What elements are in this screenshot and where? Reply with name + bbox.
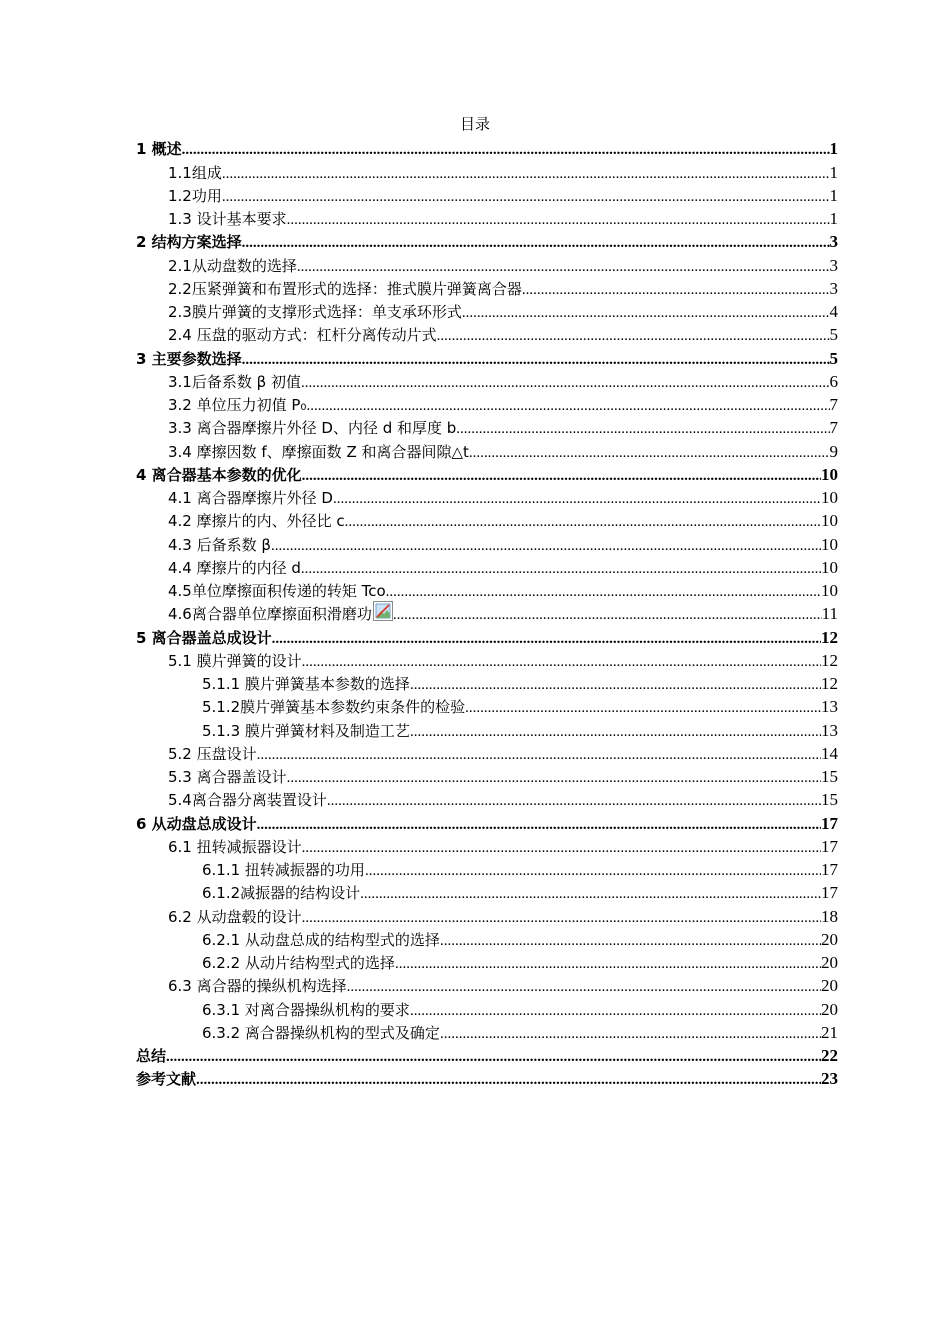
toc-entry-label: 1 概述 [136,140,182,159]
toc-leader-dots [440,933,821,951]
toc-leader-dots [302,654,821,672]
toc-entry-label: 5.1 膜片弹簧的设计 [168,651,302,670]
toc-page-number: 10 [821,511,838,531]
toc-leader-dots [395,956,821,974]
toc-entry[interactable] [136,579,838,602]
toc-entry[interactable] [136,346,838,369]
toc-leader-dots [410,724,821,742]
toc-entry-label: 4 离合器基本参数的优化 [136,465,302,484]
toc-entry[interactable] [136,137,838,160]
toc-entry-label: 5.4离合器分离装置设计 [168,791,327,810]
toc-entry-label: 6.2.1 从动盘总成的结构型式的选择 [202,930,440,949]
toc-page-number: 11 [821,604,838,624]
toc-leader-dots [410,1003,821,1021]
toc-page-number: 17 [821,860,838,879]
toc-entry[interactable] [136,695,838,718]
toc-entry-label: 5 离合器盖总成设计 [136,628,272,647]
toc-entry[interactable] [136,835,838,858]
toc-entry-label: 2.3膜片弹簧的支撑形式选择：单支承环形式 [168,303,462,321]
toc-leader-dots [271,538,821,556]
toc-entry-label: 4.1 离合器摩擦片外径 D [168,489,333,507]
toc-entry[interactable] [136,742,838,765]
toc-entry[interactable] [136,253,838,276]
toc-leader-dots [345,514,821,532]
toc-page-number: 12 [821,674,838,693]
toc-leader-dots [301,561,821,579]
toc-entry-label: 2.2压紧弹簧和布置形式的选择：推式膜片弹簧离合器 [168,279,522,298]
toc-entry[interactable] [136,556,838,579]
broken-image-icon [373,601,393,621]
toc-leader-dots [360,886,821,904]
toc-entry[interactable] [136,486,838,509]
toc-entry-label: 5.1.1 膜片弹簧基本参数的选择 [202,675,410,693]
toc-entry[interactable] [136,602,838,625]
toc-page-number: 3 [829,255,838,275]
toc-leader-dots [522,282,830,300]
toc-entry-label: 6.3.2 离合器操纵机构的型式及确定 [202,1023,440,1042]
toc-entry-label: 4.2 摩擦片的内、外径比 c [168,512,345,531]
toc-entry-label: 5.3 离合器盖设计 [168,768,287,786]
toc-entry-label: 3.2 单位压力初值 P₀ [168,396,307,414]
toc-leader-dots [287,212,830,230]
page-title: 目录 [459,115,490,133]
toc-entry-label: 1.3 设计基本要求 [168,210,287,228]
toc-leader-dots [437,328,830,346]
toc-entry[interactable] [136,858,838,881]
toc-entry-label: 5.1.2膜片弹簧基本参数约束条件的检验 [202,698,466,717]
toc-entry[interactable] [136,230,838,253]
toc-leader-dots [333,491,821,509]
toc-entry[interactable] [136,974,838,997]
toc-page-number: 20 [821,976,838,996]
toc-page-number: 3 [829,278,838,298]
toc-page-number: 1 [829,162,838,182]
toc-entry[interactable] [136,951,838,974]
toc-leader-dots [196,1072,821,1090]
toc-leader-dots [410,677,821,695]
toc-page-number: 10 [821,464,838,484]
toc-leader-dots [469,445,830,463]
toc-leader-dots [287,770,821,788]
toc-entry[interactable] [136,649,838,672]
toc-leader-dots [257,817,821,835]
toc-page-number: 17 [821,836,838,856]
toc-entry[interactable] [136,672,838,695]
toc-page-number: 20 [821,929,838,949]
toc-leader-dots [462,305,830,323]
toc-leader-dots [166,1049,821,1067]
toc-leader-dots [257,747,821,765]
toc-leader-dots [222,189,830,207]
toc-leader-dots [297,259,830,277]
toc-entry[interactable] [136,928,838,951]
toc-page-number: 10 [821,581,838,600]
toc-page-number: 1 [829,209,838,228]
toc-entry[interactable] [136,1067,838,1090]
toc-page-number: 20 [821,953,838,972]
toc-page-number: 1 [829,139,838,159]
toc-entry-label: 6.2 从动盘毂的设计 [168,907,302,926]
toc-entry[interactable] [136,323,838,346]
toc-leader-dots [465,700,821,718]
toc-leader-dots [327,793,821,811]
toc-entry-label: 3.3 离合器摩擦片外径 D、内径 d 和厚度 b [168,419,457,438]
toc-leader-dots [365,863,821,881]
toc-entry[interactable] [136,532,838,555]
toc-entry[interactable] [136,881,838,904]
toc-page-number: 22 [821,1046,838,1065]
toc-leader-dots [182,142,830,160]
toc-leader-dots [440,1026,821,1044]
toc-page-number: 10 [821,557,838,577]
toc-page-number: 5 [829,325,838,345]
toc-entry[interactable] [136,370,838,393]
toc-entry-label: 3.4 摩擦因数 f、摩擦面数 Z 和离合器间隙△t [168,442,469,461]
toc-page-number: 13 [821,697,838,717]
toc-page-number: 4 [829,302,838,321]
toc-page-number: 10 [821,488,838,507]
toc-entry[interactable] [136,1044,838,1067]
toc-entry-label: 4.5单位摩擦面积传递的转矩 Tco [168,582,386,600]
toc-leader-dots [222,166,830,184]
toc-entry[interactable] [136,184,838,207]
toc-entry[interactable] [136,811,838,834]
toc-entry[interactable] [136,997,838,1020]
toc-page-number: 14 [821,743,838,763]
toc-page-number: 1 [829,185,838,205]
toc-leader-dots [301,375,830,393]
toc-entry-label: 5.1.3 膜片弹簧材料及制造工艺 [202,721,410,740]
toc-entry-label: 2 结构方案选择 [136,233,242,252]
toc-entry-label: 3.1后备系数 β 初值 [168,372,301,391]
toc-entry-label: 4.4 摩擦片的内径 d [168,558,301,577]
toc-entry-label: 1.2功用 [168,186,222,205]
toc-page-number: 5 [829,348,838,368]
toc-page-number: 17 [821,813,838,833]
toc-entry[interactable] [136,1021,838,1044]
toc-entry[interactable] [136,277,838,300]
toc-leader-dots [242,352,830,370]
toc-leader-dots [456,421,829,439]
toc-entry[interactable] [136,788,838,811]
toc-page-number: 18 [821,906,838,926]
toc-entry-label: 2.1从动盘数的选择 [168,256,297,275]
toc-entry-label: 2.4 压盘的驱动方式：杠杆分离传动片式 [168,326,437,345]
toc-page-number: 15 [821,767,838,786]
toc-page-number: 23 [821,1069,838,1089]
toc-leader-dots [302,910,821,928]
toc-page-number: 20 [821,999,838,1019]
toc-entry-label: 6.1.2减振器的结构设计 [202,884,361,903]
table-of-contents [136,137,838,1090]
toc-page-number: 7 [829,395,838,414]
toc-entry-label: 5.2 压盘设计 [168,744,257,763]
toc-page-number: 10 [821,534,838,554]
toc-entry[interactable] [136,207,838,230]
toc-entry-label: 总结 [136,1047,167,1065]
toc-entry[interactable] [136,625,838,648]
toc-entry[interactable] [136,718,838,741]
toc-page-number: 21 [821,1022,838,1042]
toc-leader-dots [393,607,822,625]
toc-entry[interactable] [136,463,838,486]
toc-entry[interactable] [136,439,838,462]
toc-leader-dots [272,631,821,649]
toc-page-number: 17 [821,883,838,903]
toc-entry[interactable] [136,160,838,183]
toc-leader-dots [386,584,821,602]
toc-entry-label: 4.3 后备系数 β [168,535,271,554]
toc-leader-dots [302,468,821,486]
toc-entry-label: 3 主要参数选择 [136,349,242,368]
toc-page-number: 6 [829,371,838,391]
toc-entry-label: 6.1.1 扭转减振器的功用 [202,861,365,879]
toc-entry[interactable] [136,904,838,927]
toc-leader-dots [302,840,821,858]
toc-page-number: 3 [829,232,838,252]
toc-page-number: 12 [821,627,838,647]
toc-entry[interactable] [136,393,838,416]
toc-page-number: 12 [821,650,838,670]
toc-entry-label: 6.3.1 对离合器操纵机构的要求 [202,1000,410,1019]
toc-entry-label: 4.6离合器单位摩擦面积滑磨功 [168,601,393,625]
toc-entry[interactable] [136,300,838,323]
toc-entry-label: 6.1 扭转减振器设计 [168,837,302,856]
toc-page-number: 9 [829,441,838,461]
toc-page-number: 13 [821,720,838,740]
toc-leader-dots [347,979,821,997]
toc-entry[interactable] [136,765,838,788]
toc-leader-dots [242,235,830,253]
toc-entry-label: 1.1组成 [168,163,222,182]
toc-entry-label: 6 从动盘总成设计 [136,814,257,833]
toc-entry[interactable] [136,416,838,439]
toc-entry-label: 6.2.2 从动片结构型式的选择 [202,954,395,972]
toc-entry[interactable] [136,509,838,532]
toc-page-number: 15 [821,790,838,810]
toc-page-number: 7 [829,418,838,438]
toc-entry-label: 参考文献 [136,1070,197,1089]
toc-leader-dots [306,398,829,416]
toc-entry-label: 6.3 离合器的操纵机构选择 [168,977,347,996]
